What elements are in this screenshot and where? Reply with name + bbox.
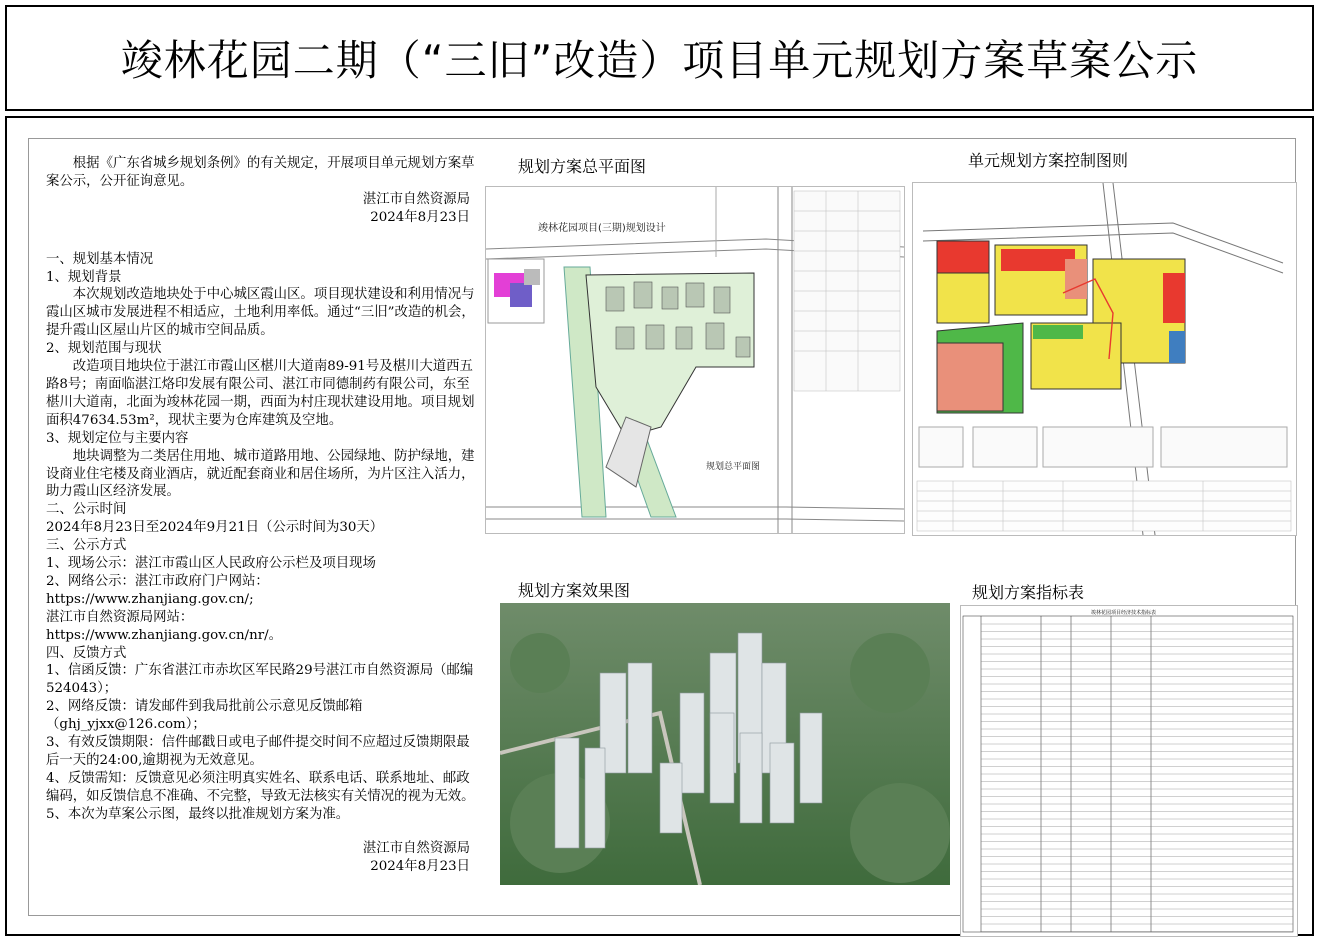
page-title: 竣林花园二期（“三旧”改造）项目单元规划方案草案公示 bbox=[120, 36, 1199, 85]
section-3-heading: 三、公示方式 bbox=[46, 538, 127, 554]
section-3-1: 1、现场公示：湛江市霞山区人民政府公示栏及项目现场 bbox=[46, 556, 376, 572]
section-4-1: 1、信函反馈：广东省湛江市赤坎区军民路29号湛江市自然资源局（邮编524043）； bbox=[46, 663, 474, 697]
section-3-2: 2、网络公示：湛江市政府门户网站： bbox=[46, 573, 269, 589]
rendering-caption: 规划方案效果图 bbox=[518, 581, 631, 600]
intro-text: 根据《广东省城乡规划条例》的有关规定，开展项目单元规划方案草案公示，公开征询意见。 bbox=[46, 156, 475, 189]
site-plan-label: 竣林花园项目(三期)规划设计 bbox=[538, 223, 666, 234]
section-4-2: 2、网络反馈：请发邮件到我局批前公示意见反馈邮箱（ghj_yjxx@126.com）； bbox=[46, 699, 363, 733]
section-3-2b: 湛江市自然资源局网站： bbox=[46, 609, 194, 625]
indicator-table-image bbox=[960, 605, 1298, 937]
intro-date: 2024年8月23日 bbox=[370, 209, 470, 225]
control-plan-caption: 单元规划方案控制图则 bbox=[968, 151, 1129, 170]
indicator-caption: 规划方案指标表 bbox=[972, 583, 1085, 602]
section-4-heading: 四、反馈方式 bbox=[46, 645, 127, 661]
indicator-table-title: 竣林花园项目经济技术指标表 bbox=[1091, 610, 1157, 616]
section-4-4: 4、反馈需知：反馈意见必须注明真实姓名、联系电话、联系地址、邮政编码，如反馈信息不准确、不完整，导致无法核实有关情况的视为无效。 bbox=[46, 770, 475, 804]
footer-org: 湛江市自然资源局 bbox=[362, 840, 470, 856]
section-1-3-heading: 3、规划定位与主要内容 bbox=[46, 430, 189, 446]
section-4-5: 5、本次为草案公示图，最终以批准规划方案为准。 bbox=[46, 806, 350, 822]
section-1-3-text: 地块调整为二类居住用地、城市道路用地、公园绿地、防护绿地，建设商业住宅楼及商业酒店，就近配套商业和居住场所，为片区注入活力，助力霞山区经济发展。 bbox=[46, 448, 475, 500]
site-plan-image bbox=[485, 186, 905, 534]
site-plan-caption: 规划方案总平面图 bbox=[518, 157, 647, 176]
site-plan-stamp: 规划总平面图 bbox=[706, 462, 761, 472]
section-1-1-heading: 1、规划背景 bbox=[46, 269, 122, 285]
section-1-2-text: 改造项目地块位于湛江市霞山区椹川大道南89-91号及椹川大道西五路8号；南面临湛江烙印发展有限公司、湛江市同德制药有限公司，东至椹川大道南，北面为竣林花园一期，西面为村庄现状建设用地。项目规划面积47634.53m²，现状主要为仓库建筑及空地。 bbox=[46, 359, 475, 428]
section-2-text: 2024年8月23日至2024年9月21日（公示时间为30天） bbox=[46, 520, 384, 536]
section-1-2-heading: 2、规划范围与现状 bbox=[46, 341, 162, 357]
section-1-1-text: 本次规划改造地块处于中心城区霞山区。项目现状建设和利用情况与霞山区城市发展进程不相适应，土地利用率低。通过“三旧”改造的机会，提升霞山区屋山片区的城市空间品质。 bbox=[46, 287, 475, 339]
section-4-3: 3、有效反馈期限：信件邮戳日或电子邮件提交时间不应超过反馈期限最后一天的24:00,逾期视为无效意见。 bbox=[46, 735, 470, 768]
rendering-image bbox=[500, 603, 950, 885]
section-1-heading: 一、规划基本情况 bbox=[46, 251, 154, 267]
nr-bureau-link[interactable]: https://www.zhanjiang.gov.cn/nr/。 bbox=[46, 627, 283, 643]
intro-org: 湛江市自然资源局 bbox=[362, 191, 470, 207]
title-bar bbox=[5, 5, 1314, 111]
gov-portal-link[interactable]: https://www.zhanjiang.gov.cn/; bbox=[46, 591, 254, 607]
control-plan-image bbox=[912, 182, 1297, 536]
footer-date: 2024年8月23日 bbox=[370, 858, 470, 874]
notice-text bbox=[46, 155, 482, 875]
section-2-heading: 二、公示时间 bbox=[46, 502, 127, 518]
